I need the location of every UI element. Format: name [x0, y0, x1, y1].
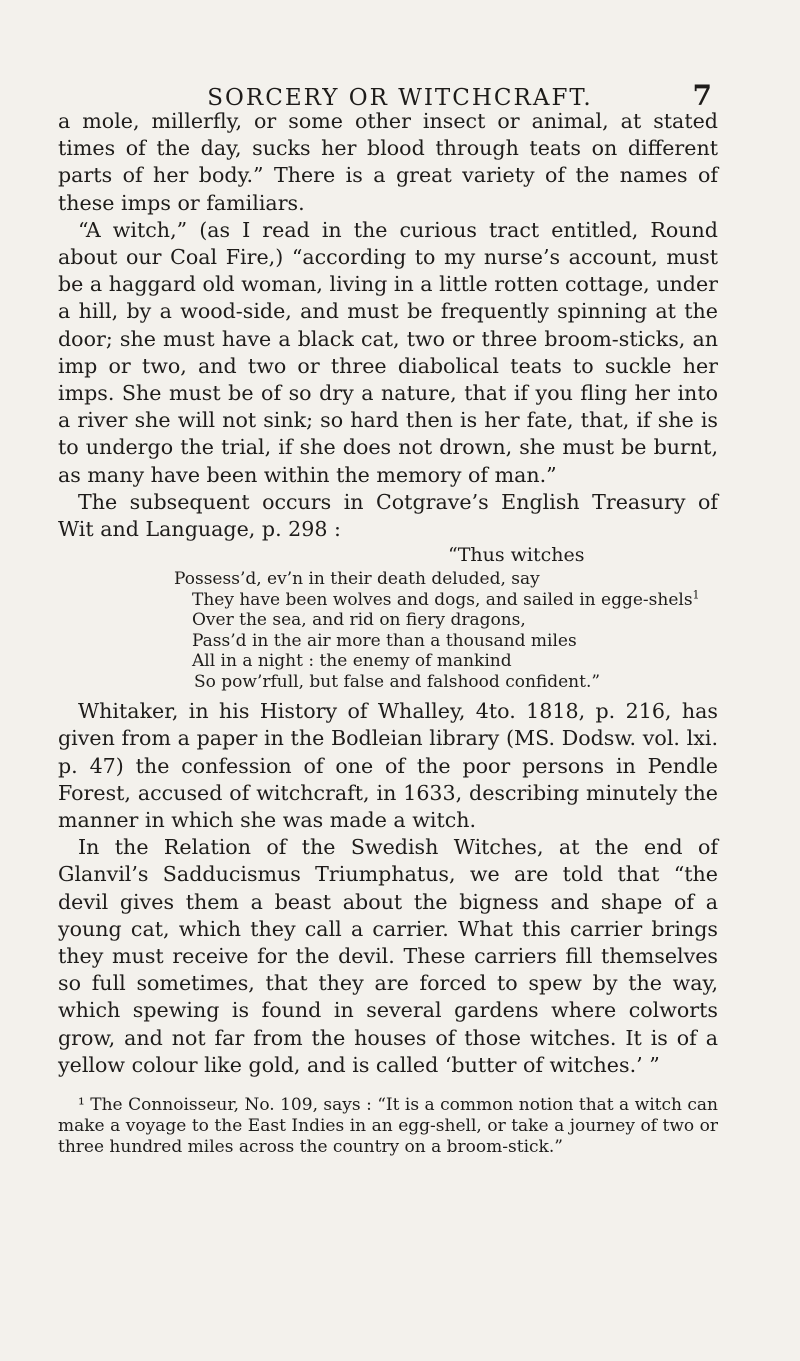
paragraph-1: a mole, millerfly, or some other insect or animal, at stated times of the day, sucks her blood through teats on different parts of her body.” There is a great variety of the names of these imps or familiars.: [58, 109, 718, 215]
verse-line-text: They have been wolves and dogs, and sailed in egge-shels: [192, 589, 693, 610]
quote-intro: “Thus witches: [448, 544, 585, 567]
paragraph-3: The subsequent occurs in Cotgrave’s English Treasury of Wit and Language, p. 298 :: [58, 489, 718, 542]
verse-line: Over the sea, and rid on fiery dragons,: [192, 610, 526, 631]
page-header: [0, 42, 800, 112]
verse-line: Possess’d, ev’n in their death deluded, say: [174, 569, 540, 590]
verse-line: [174, 590, 718, 611]
verse-line: All in a night : the enemy of mankind: [192, 651, 512, 672]
page-body: [58, 108, 718, 1175]
paragraph-2: “A witch,” (as I read in the curious tract entitled, Round about our Coal Fire,) “according to my nurse’s account, must be a haggard old woman, living in a little rotten cottage, under a hill, by a wood-side, and must be frequently spinning at the door; she must have a black cat, two or three broom-sticks, an imp or two, and two or three diabolical teats to suckle her imps. She must be of so dry a nature, that if you fling her into a river she will not sink; so hard then is her fate, that, if she is to undergo the trial, if she does not drown, she must be burnt, as many have been within the memory of man.”: [58, 217, 718, 487]
page-number: 7: [692, 79, 712, 112]
verse-line: So pow’rfull, but false and falshood confident.”: [194, 671, 601, 692]
paragraph-4: Whitaker, in his History of Whalley, 4to. 1818, p. 216, has given from a paper in the Bodleian library (MS. Dodsw. vol. lxi. p. 47) the confession of one of the poor persons in Pendle Forest, accused of witchcraft, in 1633, describing minutely the manner in which she was made a witch.: [58, 699, 718, 833]
paragraph-5: In the Relation of the Swedish Witches, at the end of Glanvil’s Sadducismus Triumphatus, we are told that “the devil gives them a beast about the bigness and shape of a young cat, which they call a carrier. What this carrier brings they must receive for the devil. These carriers fill themselves so full sometimes, that they are forced to spew by the way, which spewing is found in several gardens where colworts grow, and not far from the houses of those witches. It is of a yellow colour like gold, and is called ‘butter of witches.’ ”: [58, 835, 718, 1077]
footnote: ¹ The Connoisseur, No. 109, says : “It is a common notion that a witch can make a voyage to the East Indies in an egg-shell, or take a journey of two or three hundred miles across the country on a broom-stick.”: [58, 1095, 718, 1158]
running-head: SORCERY OR WITCHCRAFT.: [207, 85, 593, 111]
footnote-mark: 1: [692, 588, 700, 602]
verse-quote: [174, 569, 718, 692]
verse-line: Pass’d in the air more than a thousand miles: [192, 630, 577, 651]
